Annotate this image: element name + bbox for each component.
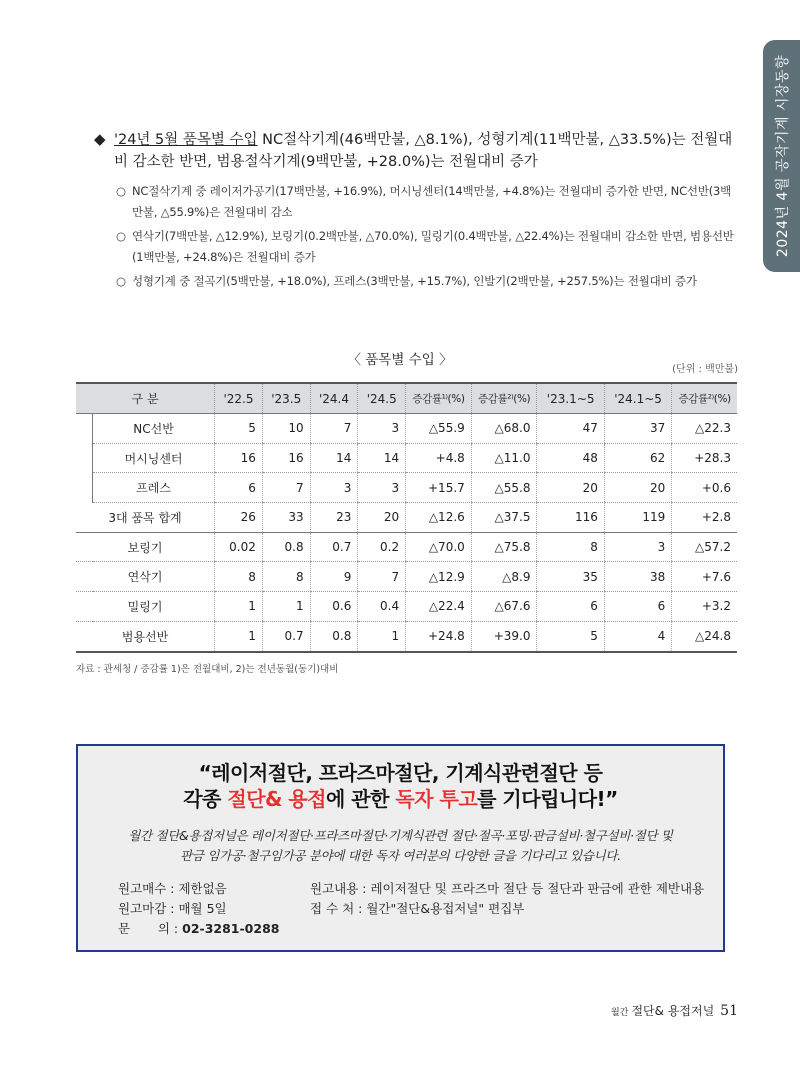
table-cell: 48 — [537, 443, 604, 473]
circle-bullet-icon: ○ — [116, 184, 126, 198]
table-cell: △22.4 — [406, 592, 472, 622]
manuscript-deadline: 원고마감 : 매월 5일 — [118, 901, 227, 916]
footer-monthly: 월간 — [611, 1008, 629, 1018]
table-cell: 20 — [537, 473, 604, 503]
table-cell: △55.8 — [471, 473, 537, 503]
table-cell: 0.6 — [310, 592, 358, 622]
table-cell: 6 — [604, 592, 671, 622]
header-cell: '24.1~5 — [604, 383, 671, 414]
table-cell: 119 — [604, 503, 671, 533]
page-footer — [611, 1002, 738, 1019]
section-side-tab — [763, 40, 800, 272]
table-title: 〈 품목별 수입 〉 — [347, 352, 453, 368]
table-row — [76, 532, 737, 562]
table-cell: 38 — [604, 562, 671, 592]
table-row — [76, 621, 737, 651]
table-cell: △22.3 — [672, 414, 737, 444]
manuscript-length: 원고매수 : 제한없음 — [118, 881, 227, 896]
table-cell: 14 — [310, 443, 358, 473]
row-category: 연삭기 — [76, 562, 215, 592]
circle-bullet-icon: ○ — [116, 274, 126, 288]
table-cell: 14 — [358, 443, 406, 473]
row-category: 밀링기 — [76, 592, 215, 622]
table-cell: 4 — [604, 621, 671, 651]
diamond-bullet-icon: ◆ — [94, 130, 106, 148]
table-cell: +24.8 — [406, 621, 472, 651]
header-cell: 증감률²⁾(%) — [672, 383, 737, 414]
table-cell: +39.0 — [471, 621, 537, 651]
table-cell: 33 — [262, 503, 310, 533]
row-category: NC선반 — [93, 414, 215, 444]
table-cell: +28.3 — [672, 443, 737, 473]
row-indent — [76, 473, 93, 503]
table-cell: 20 — [604, 473, 671, 503]
row-indent — [76, 414, 93, 444]
call-for-papers-box — [76, 744, 725, 952]
row-category: 보링기 — [76, 532, 215, 562]
header-category: 구 분 — [76, 383, 215, 414]
table-cell: +15.7 — [406, 473, 472, 503]
table-cell: △24.8 — [672, 621, 737, 651]
table-cell: 1 — [262, 592, 310, 622]
call-info-left — [118, 879, 279, 939]
table-source: 자료 : 관세청 / 증감률 1)은 전월대비, 2)는 전년동월(동기)대비 — [76, 664, 339, 675]
table-cell: 5 — [537, 621, 604, 651]
call-intro: 월간 절단&용접저널은 레이저절단·프라즈마절단·기계식관련 절단·절곡·포밍·판금설비·철구설비·절단 및 판금 임가공·철구임가공 분야에 대한 독자 여러분의 다양한 글을 기다리고 있습니다. — [128, 828, 673, 863]
table-cell: 23 — [310, 503, 358, 533]
table-cell: △8.9 — [471, 562, 537, 592]
lead-text: NC절삭기계(46백만불, △8.1%), 성형기계(11백만불, △33.5%)는 전월대비 감소한 반면, 범용절삭기계(9백만불, +28.0%)는 전월대비 증가 — [114, 132, 733, 170]
page-number: 51 — [720, 1003, 738, 1019]
summary-lead — [94, 128, 734, 173]
table-cell: 0.8 — [310, 621, 358, 651]
table-cell: 0.02 — [215, 532, 263, 562]
table-cell: 6 — [215, 473, 263, 503]
table-cell: 3 — [604, 532, 671, 562]
header-cell: '24.5 — [358, 383, 406, 414]
table-row — [76, 592, 737, 622]
table-cell: △75.8 — [471, 532, 537, 562]
header-cell: 증감률¹⁾(%) — [406, 383, 472, 414]
header-cell: '22.5 — [215, 383, 263, 414]
table-cell: 116 — [537, 503, 604, 533]
table-cell: 8 — [262, 562, 310, 592]
table-cell: 0.4 — [358, 592, 406, 622]
call-headline-line2: 각종 절단& 용접에 관한 독자 투고를 기다립니다!” — [183, 787, 618, 811]
circle-bullet-icon: ○ — [116, 229, 126, 243]
table-cell: 47 — [537, 414, 604, 444]
row-category: 프레스 — [93, 473, 215, 503]
table-cell: 0.7 — [262, 621, 310, 651]
table-cell: 37 — [604, 414, 671, 444]
table-cell: +7.6 — [672, 562, 737, 592]
table-cell: +3.2 — [672, 592, 737, 622]
table-cell: 8 — [215, 562, 263, 592]
table-cell: 0.2 — [358, 532, 406, 562]
table-row — [76, 562, 737, 592]
table-cell: △11.0 — [471, 443, 537, 473]
table-cell: 0.8 — [262, 532, 310, 562]
table-cell: +4.8 — [406, 443, 472, 473]
summary-bullet: ○ 연삭기(7백만불, △12.9%), 보링기(0.2백만불, △70.0%), 밀링기(0.4백만불, △22.4%)는 전월대비 감소한 반면, 범용선반(1백만불, +24.8%)은 전월대비 증가 — [94, 226, 734, 268]
table-cell: +2.8 — [672, 503, 737, 533]
table-cell: 10 — [262, 414, 310, 444]
table-cell: 6 — [537, 592, 604, 622]
table-header-row — [76, 383, 737, 414]
table-cell: 16 — [262, 443, 310, 473]
header-cell: '23.5 — [262, 383, 310, 414]
table-cell: 1 — [215, 621, 263, 651]
header-cell: '23.1~5 — [537, 383, 604, 414]
table-cell: △67.6 — [471, 592, 537, 622]
table-cell: △37.5 — [471, 503, 537, 533]
table-cell: 8 — [537, 532, 604, 562]
contact-phone: 02-3281-0288 — [182, 921, 280, 936]
import-table — [76, 382, 737, 653]
table-cell: 0.7 — [310, 532, 358, 562]
summary-bullet: ○ 성형기계 중 절곡기(5백만불, +18.0%), 프레스(3백만불, +15.7%), 인발기(2백만불, +257.5%)는 전월대비 증가 — [94, 271, 734, 292]
call-info-right — [310, 879, 704, 919]
lead-highlight: '24년 5월 품목별 수입 — [114, 132, 258, 148]
table-cell: △12.9 — [406, 562, 472, 592]
table-unit: (단위 : 백만불) — [672, 364, 738, 375]
manuscript-content: 원고내용 : 레이저절단 및 프라즈마 절단 등 절단과 판금에 관한 제반내용 — [310, 881, 705, 896]
table-cell: 16 — [215, 443, 263, 473]
table-cell: 1 — [358, 621, 406, 651]
row-category: 머시닝센터 — [93, 443, 215, 473]
header-cell: 증감률²⁾(%) — [471, 383, 537, 414]
table-cell: 7 — [262, 473, 310, 503]
table-cell: 1 — [215, 592, 263, 622]
table-cell: 35 — [537, 562, 604, 592]
table-cell: 7 — [358, 562, 406, 592]
table-cell: △57.2 — [672, 532, 737, 562]
summary-bullet: ○ NC절삭기계 중 레이저가공기(17백만불, +16.9%), 머시닝센터(14백만불, +4.8%)는 전월대비 증가한 반면, NC선반(3백만불, △55.9%)은 전월대비 감소 — [94, 181, 734, 223]
table-cell: △70.0 — [406, 532, 472, 562]
row-indent — [76, 443, 93, 473]
table-cell: △12.6 — [406, 503, 472, 533]
table-cell: 3 — [310, 473, 358, 503]
table-cell: 26 — [215, 503, 263, 533]
table-cell: 5 — [215, 414, 263, 444]
footer-journal-name: 절단& 용접저널 — [631, 1004, 715, 1018]
table-cell: 3 — [358, 414, 406, 444]
table-cell: △68.0 — [471, 414, 537, 444]
call-headline — [78, 760, 723, 812]
row-category: 범용선반 — [76, 621, 215, 651]
side-tab-label: 2024년 4월 공작기계 시장동향 — [774, 54, 791, 258]
table-row — [76, 443, 737, 473]
row-category: 3대 품목 합계 — [76, 503, 215, 533]
table-cell: 9 — [310, 562, 358, 592]
summary-section — [94, 128, 734, 295]
table-cell: +0.6 — [672, 473, 737, 503]
table-cell: 62 — [604, 443, 671, 473]
table-row — [76, 414, 737, 444]
table-row — [76, 473, 737, 503]
contact-line: 문 의 : 02-3281-0288 — [118, 921, 280, 936]
header-cell: '24.4 — [310, 383, 358, 414]
submission-office: 접 수 처 : 월간"절단&용접저널" 편집부 — [310, 901, 525, 916]
table-cell: △55.9 — [406, 414, 472, 444]
table-cell: 7 — [310, 414, 358, 444]
table-cell: 20 — [358, 503, 406, 533]
table-cell: 3 — [358, 473, 406, 503]
call-headline-line1: “레이저절단, 프라즈마절단, 기계식관련절단 등 — [198, 761, 603, 785]
table-row — [76, 503, 737, 533]
